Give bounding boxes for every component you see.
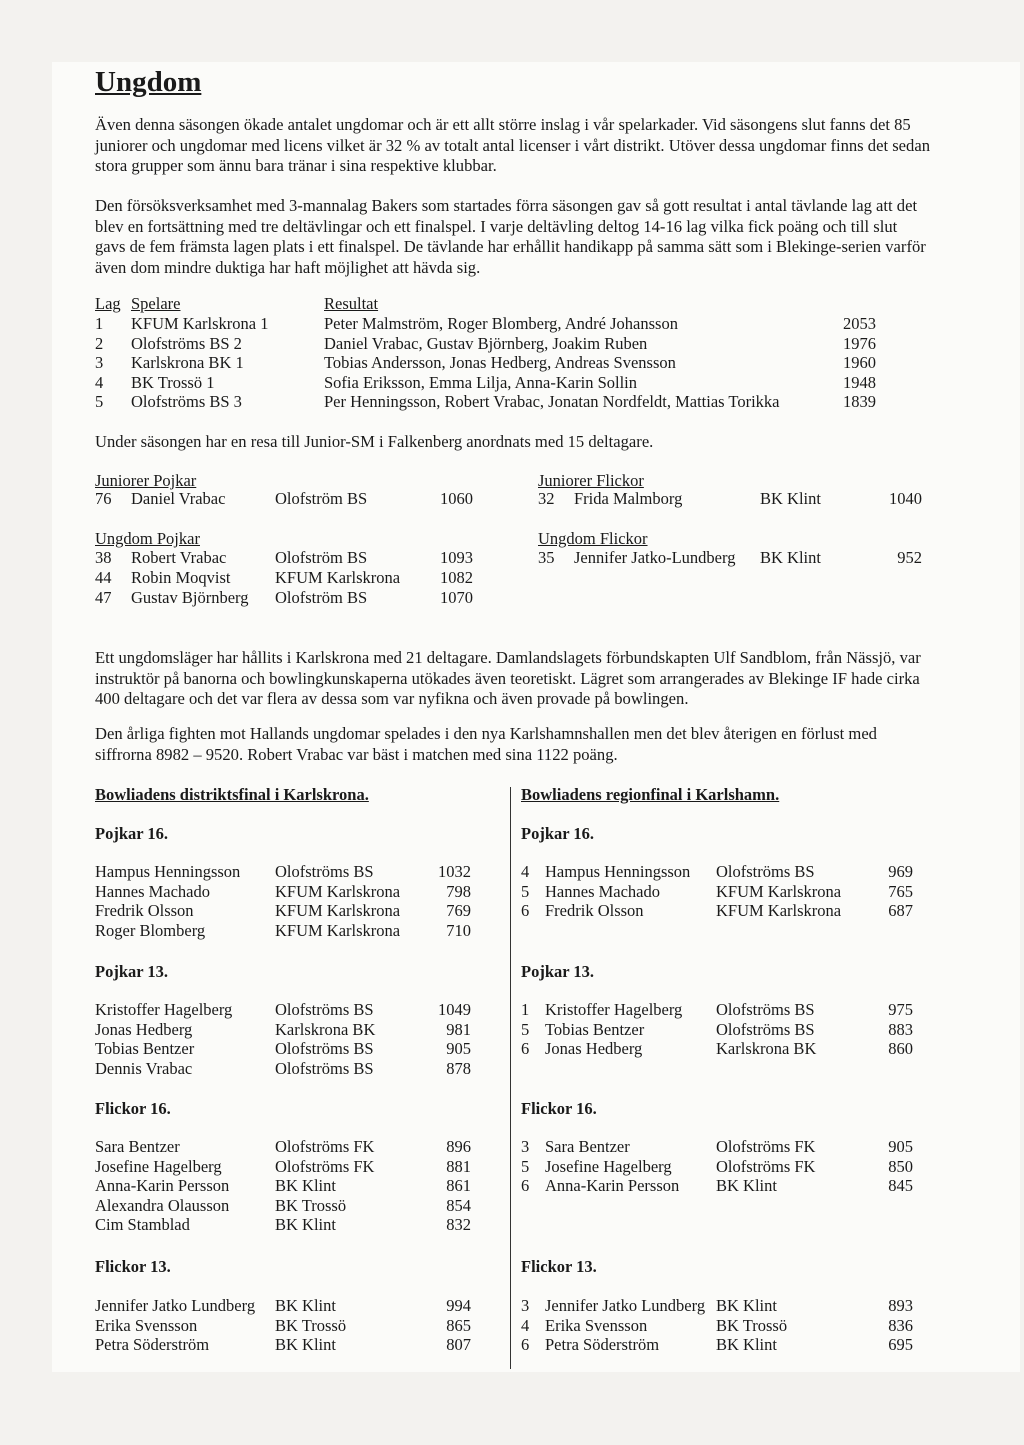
- result-row: [0, 1039, 1024, 1059]
- player-score: 854: [446, 1195, 471, 1215]
- team-score: 1948: [843, 372, 876, 392]
- jsm-position: 44: [95, 568, 112, 587]
- result-row: [0, 1157, 1024, 1177]
- bakers-row: [0, 334, 1024, 354]
- result-position: 4: [521, 1315, 530, 1335]
- club-name: BK Klint: [275, 1335, 336, 1355]
- bakers-row: [0, 392, 1024, 412]
- result-position: 3: [521, 1296, 530, 1315]
- bakers-row: [0, 353, 1024, 373]
- player-score: 1032: [438, 862, 471, 881]
- player-name: Hampus Henningsson: [95, 862, 241, 881]
- jsm-row: [0, 548, 1024, 568]
- player-name: Alexandra Olausson: [95, 1195, 230, 1215]
- page-title: Ungdom: [95, 66, 202, 98]
- club-name: BK Klint: [716, 1176, 777, 1196]
- result-row: [0, 1137, 1024, 1157]
- result-row: [0, 1316, 1024, 1336]
- result-row: [0, 1215, 1024, 1235]
- team-players: Peter Malmström, Roger Blomberg, André Johansson: [324, 314, 678, 333]
- club-name: BK Trossö: [275, 1195, 347, 1215]
- team-players: Daniel Vrabac, Gustav Björnberg, Joakim Ruben: [324, 333, 648, 353]
- club-name: Olofströms BS: [275, 1058, 374, 1078]
- jsm-player: Robin Moqvist: [131, 568, 231, 587]
- club-name: BK Klint: [716, 1335, 777, 1355]
- player-score: 807: [446, 1335, 471, 1355]
- result-position: 6: [521, 1176, 530, 1196]
- result-row: [0, 1020, 1024, 1040]
- result-position: 6: [521, 1335, 530, 1355]
- col-header-spelare: Spelare: [131, 294, 181, 313]
- player-name: Kristoffer Hagelberg: [545, 1000, 683, 1019]
- category-title: Flickor 16.: [521, 1099, 597, 1118]
- jsm-score: 952: [897, 548, 922, 567]
- jsm-row: [0, 489, 1024, 509]
- jsm-heading: Ungdom Flickor: [538, 529, 648, 548]
- club-name: Olofströms FK: [716, 1137, 816, 1156]
- club-name: BK Klint: [275, 1215, 336, 1235]
- player-score: 969: [888, 862, 913, 881]
- result-position: 6: [521, 901, 530, 921]
- player-name: Hampus Henningsson: [545, 862, 691, 881]
- club-name: KFUM Karlskrona: [716, 881, 842, 901]
- result-position: 5: [521, 881, 530, 901]
- result-row: [0, 882, 1024, 902]
- player-name: Sara Bentzer: [95, 1137, 180, 1156]
- player-score: 975: [888, 1000, 913, 1019]
- bakers-header-row: [0, 294, 1024, 314]
- result-position: 6: [521, 1039, 530, 1059]
- intro-paragraph: Även denna säsongen ökade antalet ungdomar och är ett allt större inslag i vår spelarkader. Vid säsongens slut fanns det 85 juniorer och ungdomar med licens vilket är 32 % av totalt antal licenser i vårt distrikt. Utöver dessa ungdomar finns det sedan stora grupper som ännu bara tränar i sina respektive klubbar.: [95, 115, 930, 175]
- jsm-club: Olofström BS: [275, 548, 368, 567]
- category-title: Pojkar 13.: [521, 962, 595, 981]
- result-position: 5: [521, 1019, 530, 1039]
- player-name: Erika Svensson: [95, 1315, 198, 1335]
- jsm-row: [0, 568, 1024, 588]
- club-name: Karlskrona BK: [716, 1039, 817, 1059]
- result-row: [0, 1059, 1024, 1079]
- club-name: Olofströms FK: [716, 1156, 816, 1176]
- jsm-player: Daniel Vrabac: [131, 489, 226, 508]
- player-name: Hannes Machado: [545, 881, 661, 901]
- team-position: 5: [95, 392, 104, 412]
- bakers-paragraph: Den försöksverksamhet med 3-mannalag Bakers som startades förra säsongen gav så gott resultat i antal tävlande lag att det blev en fortsättning med tre deltävlingar och ett finalspel. I varje deltävling deltog 14-16 lag vilka fick poäng och till slut gavs de fem främsta lagen plats i ett finalspel. De tävlande har erhållit handikapp på samma sätt som i Blekinge-serien varför även dom mindre duktiga har haft möjlighet att hävda sig.: [95, 196, 926, 277]
- team-name: Karlskrona BK 1: [131, 353, 244, 373]
- jsm-row: [0, 588, 1024, 608]
- player-name: Jennifer Jatko Lundberg: [95, 1296, 256, 1315]
- player-name: Jonas Hedberg: [545, 1039, 643, 1059]
- jsm-score: 1070: [440, 588, 473, 607]
- player-name: Jonas Hedberg: [95, 1019, 193, 1039]
- jsm-score: 1093: [440, 548, 473, 567]
- club-name: Olofströms BS: [716, 1000, 815, 1019]
- player-score: 769: [446, 901, 471, 921]
- player-score: 687: [888, 901, 913, 921]
- team-score: 1839: [843, 392, 876, 412]
- jsm-club: BK Klint: [760, 548, 821, 567]
- player-name: Tobias Bentzer: [545, 1019, 645, 1039]
- result-row: [0, 901, 1024, 921]
- jsm-score: 1060: [440, 489, 473, 508]
- player-score: 881: [446, 1156, 471, 1176]
- player-name: Tobias Bentzer: [95, 1039, 195, 1059]
- player-score: 860: [888, 1039, 913, 1059]
- result-row: [0, 1000, 1024, 1020]
- club-name: BK Klint: [716, 1296, 777, 1315]
- club-name: BK Trossö: [716, 1315, 788, 1335]
- player-score: 798: [446, 881, 471, 901]
- club-name: Olofströms BS: [275, 862, 374, 881]
- category-title: Flickor 13.: [521, 1257, 597, 1276]
- player-name: Sara Bentzer: [545, 1137, 630, 1156]
- jsm-club: BK Klint: [760, 489, 821, 508]
- player-score: 896: [446, 1137, 471, 1156]
- player-score: 893: [888, 1296, 913, 1315]
- player-score: 861: [446, 1176, 471, 1196]
- club-name: BK Klint: [275, 1296, 336, 1315]
- player-score: 865: [446, 1315, 471, 1335]
- jsm-score: 1082: [440, 568, 473, 587]
- jsm-position: 76: [95, 489, 112, 508]
- result-row: [0, 921, 1024, 941]
- result-position: 1: [521, 1000, 530, 1019]
- team-name: Olofströms BS 2: [131, 333, 242, 353]
- team-name: KFUM Karlskrona 1: [131, 314, 269, 333]
- club-name: KFUM Karlskrona: [275, 920, 401, 940]
- player-name: Cim Stamblad: [95, 1215, 190, 1235]
- team-name: BK Trossö 1: [131, 372, 215, 392]
- jsm-score: 1040: [889, 489, 922, 508]
- jsm-heading: Juniorer Pojkar: [95, 471, 197, 490]
- player-name: Roger Blomberg: [95, 920, 206, 940]
- jsm-club: Olofström BS: [275, 489, 368, 508]
- jsm-heading: Juniorer Flickor: [538, 471, 644, 490]
- team-score: 1976: [843, 333, 876, 353]
- team-position: 3: [95, 353, 104, 373]
- col-header-resultat: Resultat: [324, 294, 379, 313]
- team-players: Tobias Andersson, Jonas Hedberg, Andreas Svensson: [324, 353, 676, 373]
- club-name: KFUM Karlskrona: [275, 901, 401, 921]
- team-position: 1: [95, 314, 104, 333]
- player-score: 883: [888, 1019, 913, 1039]
- result-row: [0, 862, 1024, 882]
- team-score: 1960: [843, 353, 876, 373]
- player-score: 1049: [438, 1000, 471, 1019]
- player-score: 765: [888, 881, 913, 901]
- club-name: Olofströms BS: [275, 1000, 374, 1019]
- jsm-player: Frida Malmborg: [574, 489, 683, 508]
- jsm-position: 47: [95, 588, 112, 607]
- team-score: 2053: [843, 314, 876, 333]
- result-position: 4: [521, 862, 530, 881]
- player-name: Petra Söderström: [545, 1335, 660, 1355]
- club-name: Olofströms FK: [275, 1156, 375, 1176]
- player-score: 878: [446, 1058, 471, 1078]
- club-name: Olofströms BS: [716, 1019, 815, 1039]
- jsm-intro: Under säsongen har en resa till Junior-SM i Falkenberg anordnats med 15 deltagare.: [95, 432, 654, 451]
- club-name: Karlskrona BK: [275, 1019, 376, 1039]
- result-row: [0, 1176, 1024, 1196]
- jsm-club: Olofström BS: [275, 588, 368, 607]
- distrikt-heading: Bowliadens distriktsfinal i Karlskrona.: [95, 785, 369, 804]
- player-score: 710: [446, 920, 471, 940]
- result-row: [0, 1196, 1024, 1216]
- halland-paragraph: Den årliga fighten mot Hallands ungdomar spelades i den nya Karlshamnshallen men det blev återigen en förlust med siffrorna 8982 – 9520. Robert Vrabac var bäst i matchen med sina 1122 poäng.: [95, 724, 877, 764]
- player-score: 994: [446, 1296, 471, 1315]
- bakers-row: [0, 314, 1024, 334]
- category-title: Flickor 13.: [95, 1257, 171, 1276]
- category-title: Flickor 16.: [95, 1099, 171, 1118]
- player-score: 981: [446, 1019, 471, 1039]
- player-name: Josefine Hagelberg: [95, 1156, 222, 1176]
- player-score: 845: [888, 1176, 913, 1196]
- jsm-position: 38: [95, 548, 112, 567]
- player-name: Erika Svensson: [545, 1315, 648, 1335]
- result-position: 3: [521, 1137, 530, 1156]
- jsm-position: 32: [538, 489, 555, 508]
- player-score: 905: [446, 1039, 471, 1059]
- jsm-position: 35: [538, 548, 555, 567]
- player-name: Hannes Machado: [95, 881, 211, 901]
- club-name: Olofströms BS: [275, 1039, 374, 1059]
- jsm-heading: Ungdom Pojkar: [95, 529, 200, 548]
- player-name: Dennis Vrabac: [95, 1058, 193, 1078]
- team-players: Per Henningsson, Robert Vrabac, Jonatan Nordfeldt, Mattias Torikka: [324, 392, 780, 412]
- player-name: Anna-Karin Persson: [545, 1176, 680, 1196]
- player-score: 905: [888, 1137, 913, 1156]
- club-name: Olofströms BS: [716, 862, 815, 881]
- club-name: Olofströms FK: [275, 1137, 375, 1156]
- club-name: KFUM Karlskrona: [716, 901, 842, 921]
- camp-paragraph: Ett ungdomsläger har hållits i Karlskrona med 21 deltagare. Damlandslagets förbundskapten Ulf Sandblom, från Nässjö, var instruktör på banorna och bowlingkunskaperna utökades även teoretiskt. Lägret som arrangerades av Blekinge IF hade cirka 400 deltagare och det var flera av dessa som var nyfikna och även provade på bowlingen.: [95, 648, 921, 708]
- jsm-player: Jennifer Jatko-Lundberg: [574, 548, 736, 567]
- player-name: Josefine Hagelberg: [545, 1156, 672, 1176]
- category-title: Pojkar 16.: [95, 824, 169, 843]
- result-position: 5: [521, 1156, 530, 1176]
- player-score: 695: [888, 1335, 913, 1355]
- region-heading: Bowliadens regionfinal i Karlshamn.: [521, 785, 780, 804]
- club-name: BK Klint: [275, 1176, 336, 1196]
- category-title: Pojkar 16.: [521, 824, 595, 843]
- player-name: Fredrik Olsson: [545, 901, 644, 921]
- player-score: 832: [446, 1215, 471, 1235]
- jsm-player: Gustav Björnberg: [131, 588, 249, 607]
- club-name: KFUM Karlskrona: [275, 881, 401, 901]
- team-name: Olofströms BS 3: [131, 392, 242, 412]
- player-name: Petra Söderström: [95, 1335, 210, 1355]
- player-score: 850: [888, 1156, 913, 1176]
- team-players: Sofia Eriksson, Emma Lilja, Anna-Karin Sollin: [324, 372, 638, 392]
- player-name: Fredrik Olsson: [95, 901, 194, 921]
- category-title: Pojkar 13.: [95, 962, 169, 981]
- player-score: 836: [888, 1315, 913, 1335]
- player-name: Jennifer Jatko Lundberg: [545, 1296, 706, 1315]
- jsm-player: Robert Vrabac: [131, 548, 227, 567]
- team-position: 2: [95, 333, 104, 353]
- result-row: [0, 1335, 1024, 1355]
- result-row: [0, 1296, 1024, 1316]
- bakers-row: [0, 373, 1024, 393]
- player-name: Anna-Karin Persson: [95, 1176, 230, 1196]
- team-position: 4: [95, 372, 104, 392]
- player-name: Kristoffer Hagelberg: [95, 1000, 233, 1019]
- jsm-club: KFUM Karlskrona: [275, 568, 401, 587]
- club-name: BK Trossö: [275, 1315, 347, 1335]
- col-header-lag: Lag: [95, 294, 121, 313]
